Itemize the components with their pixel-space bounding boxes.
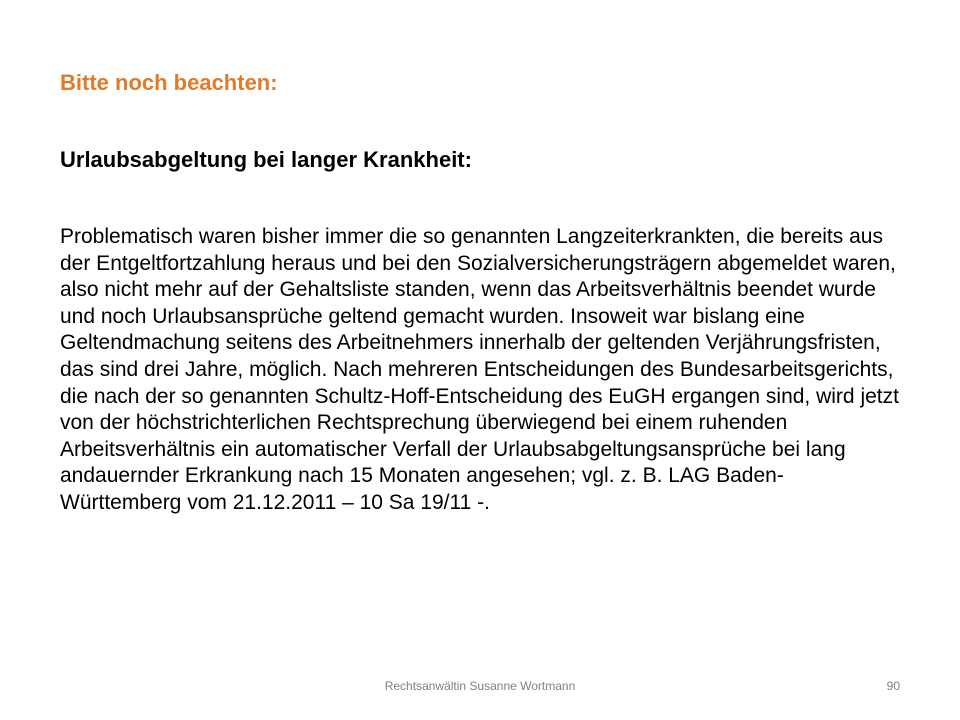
slide-subheading: Urlaubsabgeltung bei langer Krankheit: — [60, 147, 472, 172]
slide-body-text: Problematisch waren bisher immer die so genannten Langzeiterkrankten, die bereits aus der Entgeltfortzahlung heraus und bei den Sozialversicherungsträgern abgemeldet waren, also nicht mehr auf der Gehaltsliste standen, wenn das Arbeitsverhältnis beendet wurde und noch Urlaubsansprüche geltend gemacht wurden. Insoweit war bislang eine Geltendmachung seitens des Arbeitnehmers innerhalb der geltenden Verjährungsfristen, das sind drei Jahre, möglich. Nach mehreren Entscheidungen des Bundesarbeitsgerichts, die nach der so genannten Schultz-Hoff-Entscheidung des EuGH ergangen sind, wird jetzt von der höchstrichterlichen Rechtsprechung überwiegend bei einem ruhenden Arbeitsverhältnis ein automatischer Verfall der Urlaubsabgeltungsansprüche bei lang andauernder Erkrankung nach 15 Monaten angesehen; vgl. z. B. LAG Baden-Württemberg vom 21.12.2011 – 10 Sa 19/11 -. — [60, 225, 899, 514]
footer-author: Rechtsanwältin Susanne Wortmann — [384, 679, 576, 693]
slide-heading: Bitte noch beachten: — [60, 70, 278, 95]
page-number: 90 — [886, 679, 900, 693]
